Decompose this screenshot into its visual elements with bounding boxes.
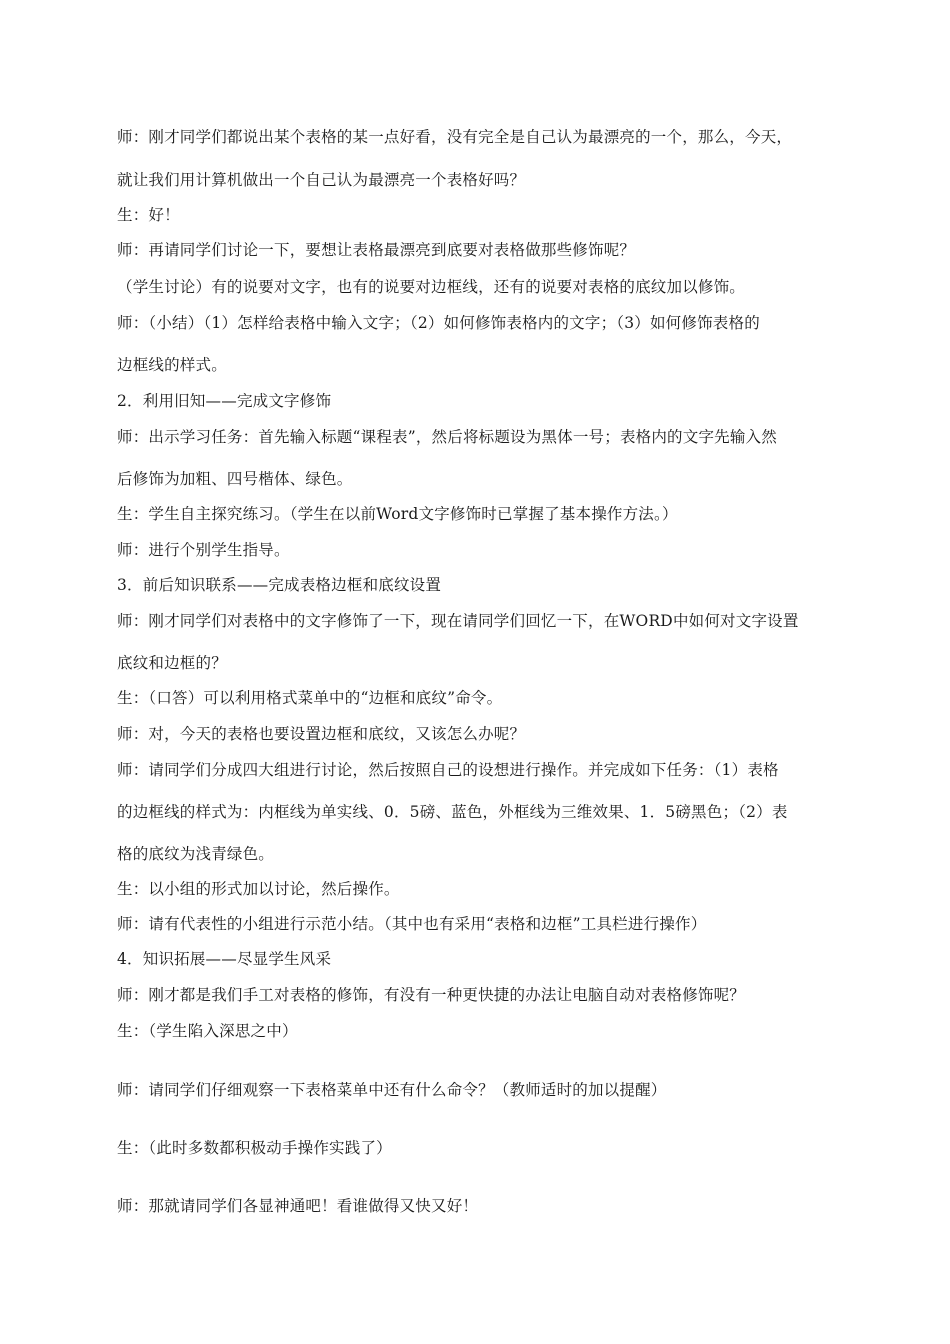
text-line: 师：刚才同学们对表格中的文字修饰了一下，现在请同学们回忆一下，在WORD中如何对文字设置	[117, 612, 799, 630]
text-line: 生：学生自主探究练习。（学生在以前Word文字修饰时已掌握了基本操作方法。）	[117, 505, 678, 523]
text-line: 生：（此时多数都积极动手操作实践了）	[117, 1139, 392, 1157]
text-line: 师：那就请同学们各显神通吧！看谁做得又快又好！	[117, 1197, 479, 1215]
text-line: 底纹和边框的？	[117, 654, 227, 672]
text-line: 师：对，今天的表格也要设置边框和底纹，又该怎么办呢？	[117, 725, 526, 743]
text-line: 生：（口答）可以利用格式菜单中的“边框和底纹”命令。	[117, 689, 503, 707]
text-line: 师：再请同学们讨论一下，要想让表格最漂亮到底要对表格做那些修饰呢？	[117, 241, 636, 259]
text-line: 师：进行个别学生指导。	[117, 541, 290, 559]
text-line: 的边框线的样式为：内框线为单实线、0．5磅、蓝色，外框线为三维效果、1．5磅黑色；（2）表	[117, 803, 788, 821]
text-line: 师：请有代表性的小组进行示范小结。（其中也有采用“表格和边框”工具栏进行操作）	[117, 915, 707, 933]
text-line: 师：请同学们仔细观察一下表格菜单中还有什么命令？（教师适时的加以提醒）	[117, 1081, 667, 1099]
text-line: 师：出示学习任务：首先输入标题“课程表”，然后将标题设为黑体一号；表格内的文字先输入然	[117, 428, 777, 446]
text-line: 师：（小结）（1）怎样给表格中输入文字；（2）如何修饰表格内的文字；（3）如何修饰表格的	[117, 314, 760, 332]
text-line: 后修饰为加粗、四号楷体、绿色。	[117, 470, 353, 488]
text-line: 格的底纹为浅青绿色。	[117, 845, 275, 863]
section-heading: 2．利用旧知——完成文字修饰	[117, 392, 332, 410]
text-line: 生：以小组的形式加以讨论，然后操作。	[117, 880, 400, 898]
text-line: 生：（学生陷入深思之中）	[117, 1022, 298, 1040]
text-line: 边框线的样式。	[117, 356, 227, 374]
text-line: （学生讨论）有的说要对文字，也有的说要对边框线，还有的说要对表格的底纹加以修饰。	[117, 278, 746, 296]
text-line: 生：好！	[117, 206, 180, 224]
section-heading: 3．前后知识联系——完成表格边框和底纹设置	[117, 576, 442, 594]
text-line: 师：请同学们分成四大组进行讨论，然后按照自己的设想进行操作。并完成如下任务：（1）表格	[117, 761, 779, 779]
text-line: 师：刚才同学们都说出某个表格的某一点好看，没有完全是自己认为最漂亮的一个，那么，今天，	[117, 128, 793, 146]
text-line: 师：刚才都是我们手工对表格的修饰，有没有一种更快捷的办法让电脑自动对表格修饰呢？	[117, 986, 746, 1004]
text-line: 就让我们用计算机做出一个自己认为最漂亮一个表格好吗？	[117, 171, 526, 189]
section-heading: 4．知识拓展——尽显学生风采	[117, 950, 332, 968]
